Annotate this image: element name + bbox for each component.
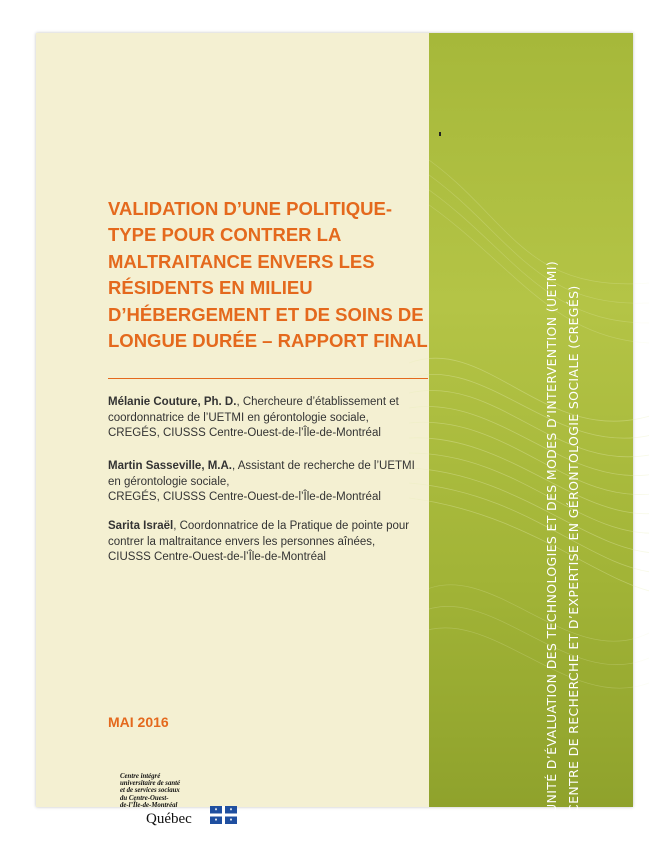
org-name — [120, 773, 180, 809]
title-line: VALIDATION D’UNE POLITIQUE- — [108, 198, 393, 219]
author-name: Sarita Israël — [108, 520, 174, 532]
author-affiliation: CREGÉS, CIUSSS Centre-Ouest-de-l’Île-de-Montréal — [108, 491, 381, 504]
title-divider — [108, 378, 428, 379]
side-caption-line: UNITÉ D’ÉVALUATION DES TECHNOLOGIES ET DES MODES D’INTERVENTION (UETMI) — [544, 260, 559, 813]
side-caption-line: CENTRE DE RECHERCHE ET D’EXPERTISE EN GÉRONTOLOGIE SOCIALE (CREGÉS) — [566, 285, 581, 813]
author-role: , Assistant de recherche de l’UETMI — [232, 460, 415, 472]
author-affiliation: en gérontologie sociale, — [108, 475, 230, 488]
title-line: RÉSIDENTS EN MILIEU — [108, 277, 313, 299]
org-name-line: et de services sociaux — [120, 787, 180, 795]
title-line: MALTRAITANCE ENVERS LES — [108, 250, 375, 272]
author-affiliation: coordonnatrice de l’UETMI en gérontologie sociale, — [108, 411, 369, 424]
org-name-line: du Centre-Ouest- — [120, 794, 169, 802]
report-date: MAI 2016 — [108, 714, 169, 730]
author-role: , Chercheure d’établissement et — [236, 396, 399, 408]
report-title — [108, 196, 428, 354]
wave-decoration — [429, 33, 633, 807]
cover-page — [36, 33, 633, 827]
title-line: D’HÉBERGEMENT ET DE SOINS DE — [108, 303, 424, 325]
author-name: Mélanie Couture, Ph. D. — [108, 396, 237, 408]
author-role: , Coordonnatrice de la Pratique de pointe pour — [173, 520, 410, 532]
author-affiliation: CIUSSS Centre-Ouest-de-l’Île-de-Montréal — [108, 551, 326, 564]
author-affiliation: contrer la maltraitance envers les personnes aînées, — [108, 535, 376, 548]
author-name: Martin Sasseville, M.A. — [108, 460, 232, 472]
print-mark — [439, 132, 441, 136]
ciusss-logo — [118, 773, 238, 833]
side-band — [429, 33, 633, 807]
quebec-flag-icon — [210, 806, 237, 824]
author-block — [108, 395, 428, 442]
org-name-line: universitaire de santé — [120, 780, 181, 788]
author-block — [108, 459, 428, 506]
title-line: TYPE POUR CONTRER LA — [108, 224, 342, 246]
side-caption — [541, 93, 585, 813]
author-block — [108, 519, 428, 566]
title-line: LONGUE DURÉE – RAPPORT FINAL — [108, 330, 428, 352]
author-affiliation: CREGÉS, CIUSSS Centre-Ouest-de-l’Île-de-Montréal — [108, 427, 381, 440]
quebec-wordmark: Québec — [146, 811, 192, 827]
org-name-line: Centre intégré — [120, 773, 161, 780]
org-name-line: de-l’Île-de-Montréal — [120, 801, 178, 809]
